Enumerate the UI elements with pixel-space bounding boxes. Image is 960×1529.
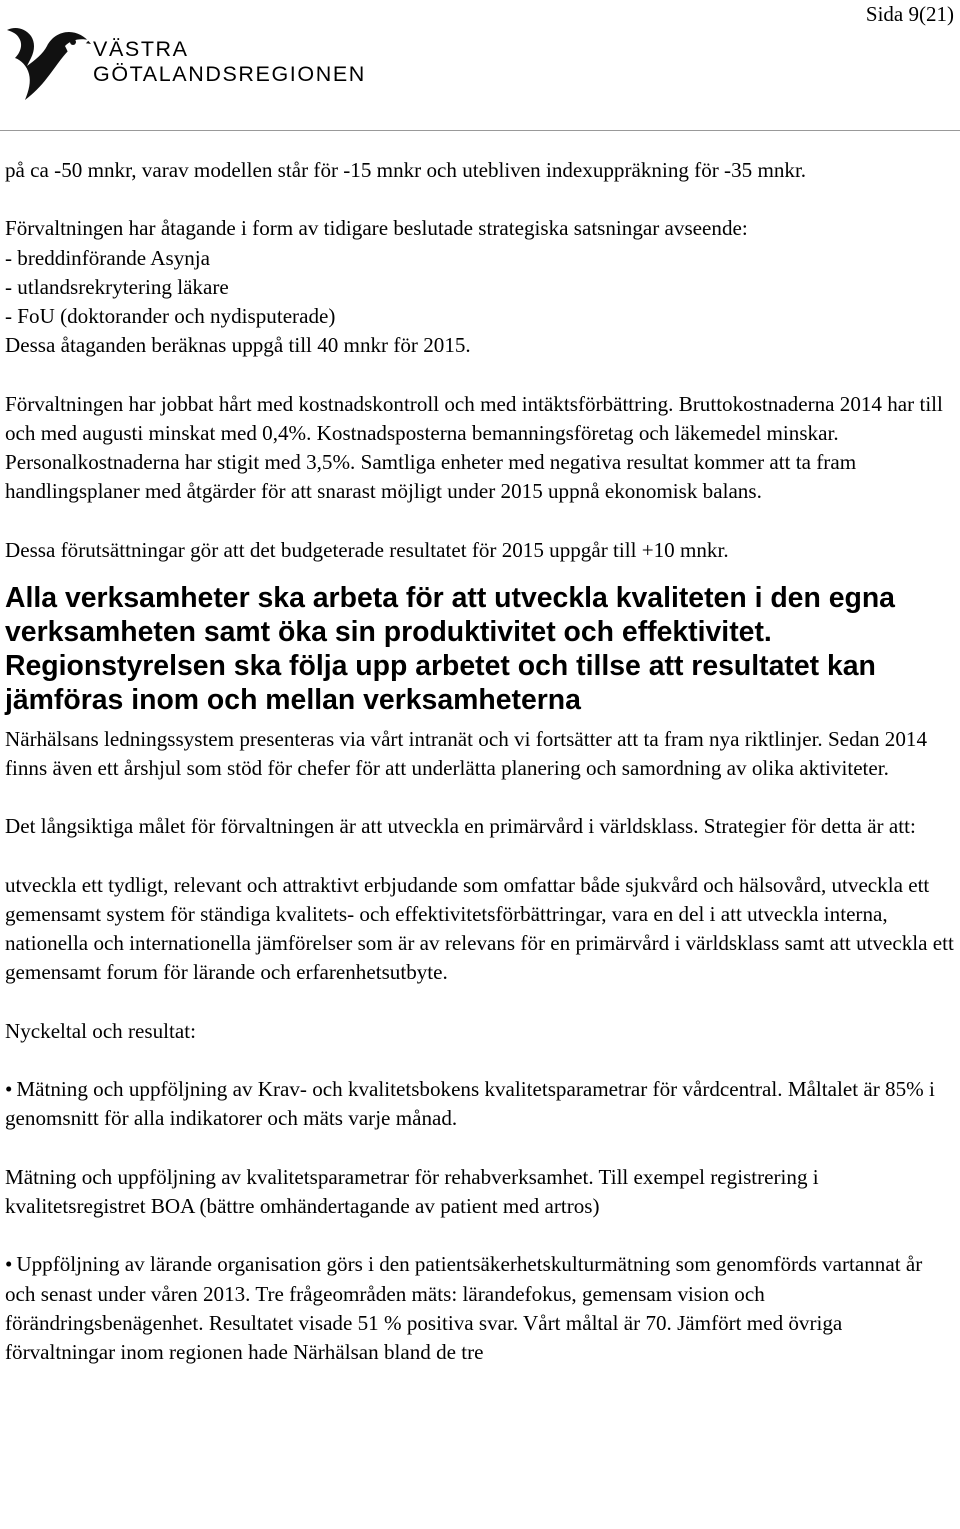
paragraph-budget-result: Dessa förutsättningar gör att det budgeterade resultatet för 2015 uppgår till +10 mnkr. xyxy=(5,537,729,562)
list-item-fou: - FoU (doktorander och nydisputerade) xyxy=(5,304,336,328)
paragraph-key-figures-label: Nyckeltal och resultat: xyxy=(5,1018,196,1043)
paragraph-strategies: utveckla ett tydligt, relevant och attraktivt erbjudande som omfattar både sjukvård och hälsovård, utveckla ett gemensamt system för ständiga kvalitets- och effektivitetsförbättringar, vara en del i att utveckla interna, nationella och internationella jämförelser som är av relevans för en primärvård i världsklass samt att utveckla ett gemensamt forum för lärande och erfarenhetsutbyte. xyxy=(5,872,954,985)
page-number: Sida 9(21) xyxy=(865,2,954,26)
list-item-recruitment: - utlandsrekrytering läkare xyxy=(5,274,229,299)
paragraph-budget-deficit: på ca -50 mnkr, varav modellen står för -15 mnkr och utebliven indexuppräkning för -35 mnkr. xyxy=(5,158,807,182)
paragraph-rehab-measurement: Mätning och uppföljning av kvalitetsparametrar för rehabverksamhet. Till exempel registrering i kvalitetsregistret BOA (bättre omhändertagande av patient med artros) xyxy=(5,1164,819,1218)
bullet-icon: • xyxy=(5,1252,13,1277)
region-emblem-icon xyxy=(5,24,93,108)
bullet-item-quality-parameters xyxy=(5,1075,955,1133)
logo-line-gotalandsregionen: GÖTALANDSREGIONEN xyxy=(93,62,366,86)
header-divider xyxy=(0,130,960,131)
list-item-asynja: - breddinförande Asynja xyxy=(5,245,211,270)
vastra-gotalandsregionen-logo xyxy=(5,24,395,108)
bullet-text: Mätning och uppföljning av Krav- och kvalitetsbokens kvalitetsparametrar för vårdcentral. Måltalet är 85% i genomsnitt för alla indikatorer och mäts varje månad. xyxy=(5,1077,935,1131)
paragraph-cost-control: Förvaltningen har jobbat hårt med kostnadskontroll och med intäktsförbättring. Bruttokostnaderna 2014 har till och med augusti minskat med 0,4%. Kostnadsposterna bemanningsföretag och läkemedel minskar. Personalkostnaderna har stigit med 3,5%. Samtliga enheter med negativa resultat kommer att ta fram handlingsplaner med åtgärder för att snarast möjligt under 2015 uppnå ekonomisk balans. xyxy=(5,391,943,504)
paragraph-commitments-cost: Dessa åtaganden beräknas uppgå till 40 mnkr för 2015. xyxy=(5,333,471,358)
paragraph-commitments-intro: Förvaltningen har åtagande i form av tidigare beslutade strategiska satsningar avseende: xyxy=(5,216,748,241)
bullet-item-learning-organization xyxy=(5,1250,955,1367)
heading-quality-goal: Alla verksamheter ska arbeta för att utveckla kvaliteten i den egna verksamheten samt öka sin produktivitet och effektivitet. xyxy=(5,581,895,648)
paragraph-management-system: Närhälsans ledningssystem presenteras via vårt intranät och vi fortsätter att ta fram nya riktlinjer. Sedan 2014 finns även ett årshjul som stöd för chefer för att underlätta planering och samordning av olika aktiviteter. xyxy=(5,726,927,780)
bullet-text: Uppföljning av lärande organisation görs i den patientsäkerhetskulturmätning som genomförds vartannat år och senast under våren 2013. Tre frågeområden mäts: lärandefokus, gemensam vision och förändringsbenägenhet. Resultatet visade 51 % positiva svar. Vårt måltal är 70. Jämfört med övriga förvaltningar inom regionen hade Närhälsan bland de tre xyxy=(5,1252,923,1364)
bullet-icon: • xyxy=(5,1077,13,1102)
heading-regional-board: Regionstyrelsen ska följa upp arbetet och tillse att resultatet kan jämföras inom och mellan verksamheterna xyxy=(5,649,876,716)
paragraph-long-term-goal: Det långsiktiga målet för förvaltningen är att utveckla en primärvård i världsklass. Strategier för detta är att: xyxy=(5,814,916,839)
logo-line-vastra: VÄSTRA xyxy=(93,37,189,61)
document-body xyxy=(5,156,955,1367)
